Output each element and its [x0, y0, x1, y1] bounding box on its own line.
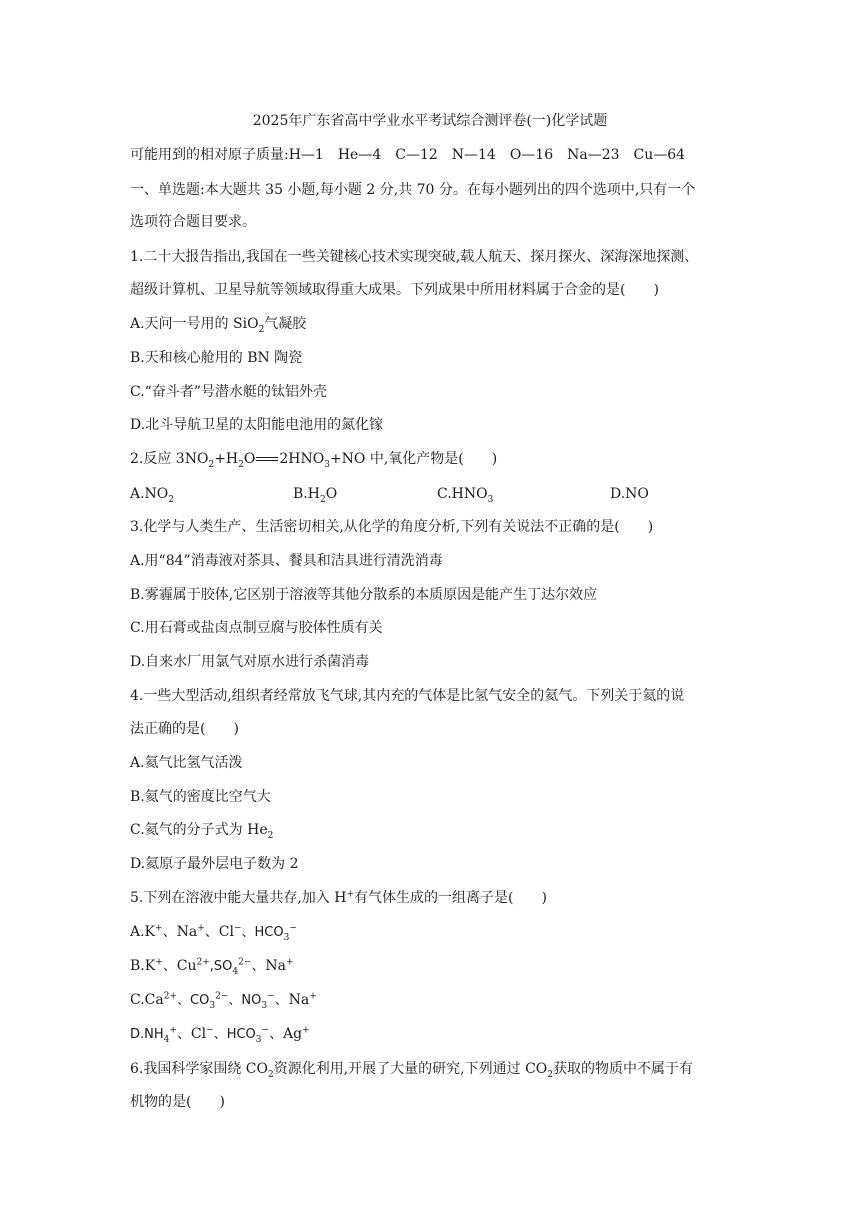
- q5-option-d: $D.NH_4^+$、Cl−、$HCO_3^-$、Ag+: [130, 1025, 310, 1045]
- q1-option-d: D.北斗导航卫星的太阳能电池用的氮化镓: [130, 417, 384, 433]
- q5-option-c: $C.Ca^{2+}$、$CO_3^{2-}$、$NO_3^-$、Na+: [130, 991, 317, 1011]
- q6-stem-line1: 6.我国科学家围绕 $CO_2$资源化利用,开展了大量的研究,下列通过 $CO_2$获取的物质中不属于有: [130, 1061, 694, 1080]
- q4-option-c: C.氦气的分子式为 $He_2$: [130, 822, 274, 841]
- q2-option-c: $C.HNO_3$: [437, 486, 494, 505]
- q2-option-b: $B.H_2O$: [293, 486, 338, 505]
- q2-option-a: $A.NO_2$: [130, 486, 175, 505]
- q2-option-d: D.NO: [610, 486, 649, 502]
- q1-stem-line2: 超级计算机、卫星导航等领域取得重大成果。下列成果中所用材料属于合金的是( ): [130, 282, 659, 298]
- q1-option-b: B.天和核心舱用的 BN 陶瓷: [130, 350, 303, 366]
- q1-option-c: C.“奋斗者”号潜水艇的钛铝外壳: [130, 384, 327, 400]
- q3-option-b: B.雾霾属于胶体,它区别于溶液等其他分散系的本质原因是能产生丁达尔效应: [130, 587, 598, 603]
- q5-stem: 5.下列在溶液中能大量共存,加入 H+有气体生成的一组离子是( ): [130, 889, 547, 906]
- q5-option-a: A.K+、Na+、Cl−、$HCO_3^-$: [130, 923, 297, 943]
- q3-option-a: A.用“84”消毒液对茶具、餐具和洁具进行清洗消毒: [130, 553, 443, 569]
- equals-sign: [256, 457, 278, 461]
- q4-stem-line1: 4.一些大型活动,组织者经常放飞气球,其内充的气体是比氢气安全的氦气。下列关于氦的说: [130, 688, 685, 704]
- page-title: 2025年广东省高中学业水平考试综合测评卷(一)化学试题: [252, 113, 608, 129]
- atomic-masses: 可能用到的相对原子质量:H—1 He—4 C—12 N—14 O—16 Na—23 Cu—64: [130, 147, 686, 163]
- q3-option-c: C.用石膏或盐卤点制豆腐与胶体性质有关: [130, 620, 383, 636]
- section-instructions-line1: 一、单选题:本大题共 35 小题,每小题 2 分,共 70 分。在每小题列出的四个选项中,只有一个: [130, 182, 696, 198]
- section-instructions-line2: 选项符合题目要求。: [130, 214, 256, 230]
- q1-stem-line1: 1.二十大报告指出,我国在一些关键核心技术实现突破,载人航天、探月探火、深海深地探测、: [130, 249, 699, 265]
- q4-option-d: D.氦原子最外层电子数为 2: [130, 856, 299, 872]
- q6-stem-line2: 机物的是( ): [130, 1094, 225, 1110]
- q4-option-b: B.氦气的密度比空气大: [130, 789, 271, 805]
- q4-option-a: A.氦气比氢气活泼: [130, 755, 243, 771]
- q3-option-d: D.自来水厂用氯气对原水进行杀菌消毒: [130, 654, 370, 670]
- q2-stem: 2.反应 $3NO_2+H_2O$ $2HNO_3+NO$ 中,氧化产物是( ): [130, 451, 498, 470]
- q1-option-a: A.天问一号用的 SiO$_2$气凝胶: [130, 316, 307, 335]
- q4-stem-line2: 法正确的是( ): [130, 721, 239, 737]
- q5-option-b: B.K+、$Cu^{2+},SO_4^{2-}$、Na+: [130, 957, 294, 977]
- q3-stem: 3.化学与人类生产、生活密切相关,从化学的角度分析,下列有关说法不正确的是( ): [130, 519, 654, 535]
